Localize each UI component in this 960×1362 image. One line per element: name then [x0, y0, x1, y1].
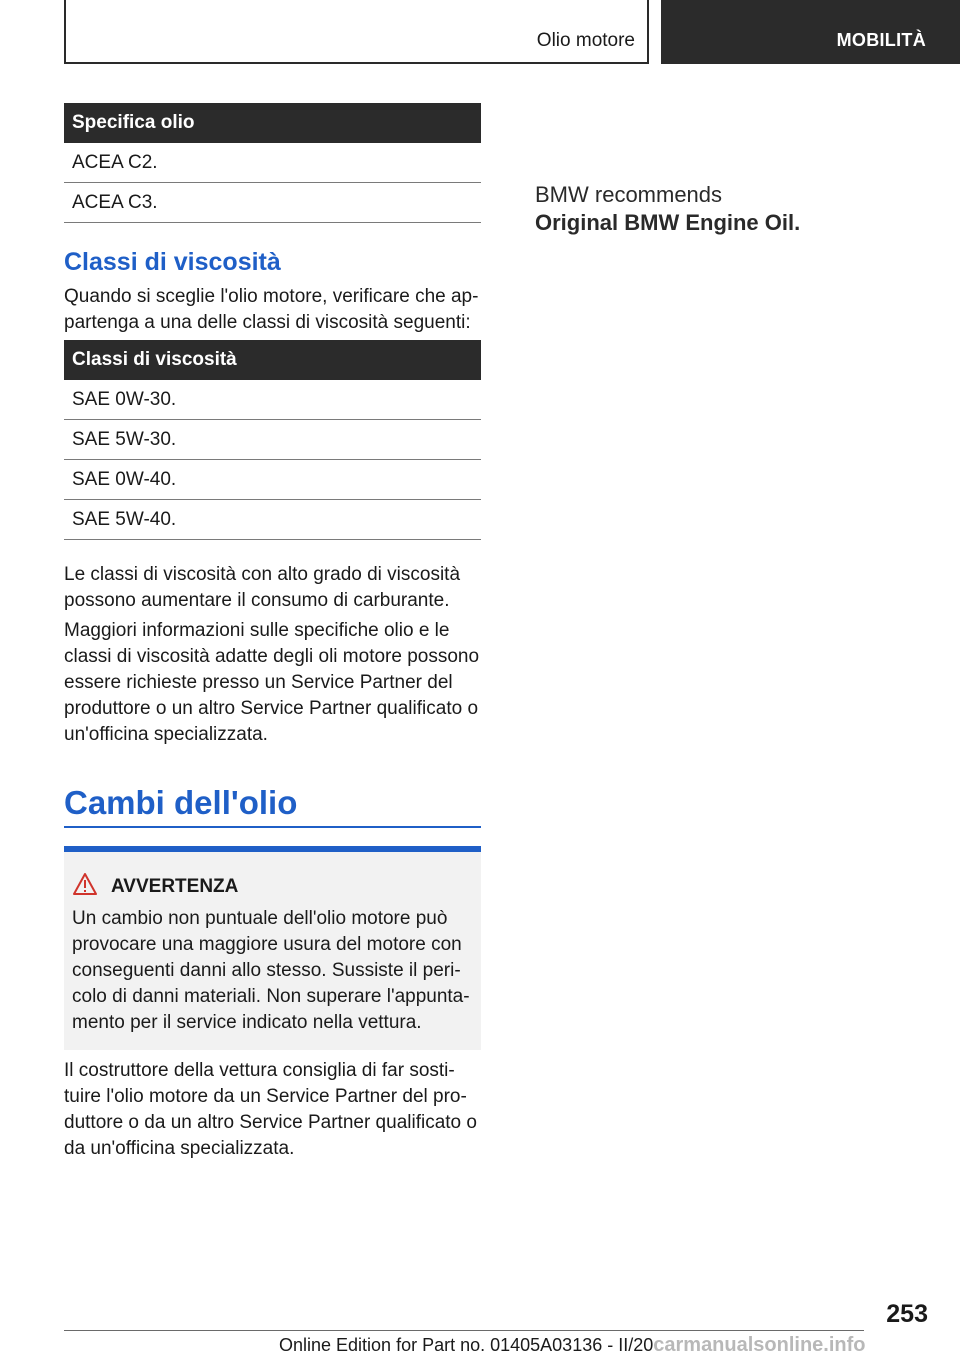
spec-table-heading: Specifica olio — [64, 103, 481, 143]
spec-table-row: ACEA C3. — [64, 183, 481, 223]
viscosity-table-row: SAE 0W-30. — [64, 380, 481, 420]
spec-table — [64, 103, 481, 223]
bmw-recommendation — [535, 182, 800, 236]
viscosity-table-row: SAE 5W-30. — [64, 420, 481, 460]
warning-line: Un cambio non puntuale dell'olio motore può — [72, 908, 448, 929]
warning-box — [64, 846, 481, 1050]
page-number: 253 — [886, 1300, 928, 1328]
viscosity-table-heading: Classi di viscosità — [64, 340, 481, 380]
oil-change-line: da un'officina specializzata. — [64, 1138, 295, 1159]
warning-top-bar — [64, 846, 481, 852]
warning-line: conseguenti danni allo stesso. Sussiste il peri‐ — [72, 960, 461, 981]
more-info-line: un'officina specializzata. — [64, 724, 268, 745]
viscosity-note — [64, 562, 481, 614]
header-chapter-title: Olio motore — [536, 30, 635, 51]
viscosity-table-row: SAE 0W-40. — [64, 460, 481, 500]
viscosity-table — [64, 340, 481, 540]
more-info-line: classi di viscosità adatte degli oli motore possono — [64, 646, 480, 667]
warning-body — [72, 906, 472, 1036]
viscosity-intro — [64, 284, 481, 336]
header-section-tab — [661, 0, 960, 64]
more-info-line: Maggiori informazioni sulle specifiche olio e le — [64, 620, 450, 641]
viscosity-title: Classi di viscosità — [64, 248, 281, 276]
footer-edition-text: Online Edition for Part no. 01405A03136 - II/20 — [279, 1335, 654, 1355]
oil-change-paragraph — [64, 1058, 481, 1162]
spec-table-row: ACEA C2. — [64, 143, 481, 183]
warning-line: mento per il service indicato nella vettura. — [72, 1012, 422, 1033]
warning-line: colo di danni materiali. Non superare l'appunta‐ — [72, 986, 470, 1007]
viscosity-note-line: Le classi di viscosità con alto grado di viscosità — [64, 564, 461, 585]
warning-title: AVVERTENZA — [111, 876, 239, 897]
footer-watermark: carmanualsonline.info — [653, 1334, 866, 1356]
bmw-engine-oil-line: Original BMW Engine Oil. — [535, 210, 801, 235]
oil-change-title: Cambi dell'olio — [64, 784, 298, 821]
oil-change-line: tuire l'olio motore da un Service Partner del pro‐ — [64, 1086, 467, 1107]
warning-triangle-icon — [72, 872, 98, 896]
header-section-label: MOBILITÀ — [836, 30, 926, 50]
oil-change-line: Il costruttore della vettura consiglia di far sosti‐ — [64, 1060, 455, 1081]
section-rule — [64, 826, 481, 828]
header-divider — [647, 0, 649, 64]
viscosity-intro-line: Quando si sceglie l'olio motore, verificare che ap‐ — [64, 286, 479, 307]
viscosity-note-line: possono aumentare il consumo di carburante. — [64, 590, 450, 611]
viscosity-intro-line: partenga a una delle classi di viscosità seguenti: — [64, 312, 471, 333]
oil-change-line: duttore o da un altro Service Partner qualificato o — [64, 1112, 477, 1133]
warning-line: provocare una maggiore usura del motore con — [72, 934, 462, 955]
header-left-border — [64, 0, 66, 64]
more-info-line: produttore o un altro Service Partner qualificato o — [64, 698, 479, 719]
bmw-recommends-line: BMW recommends — [535, 182, 723, 207]
header-bottom-border — [64, 62, 649, 64]
viscosity-table-row: SAE 5W-40. — [64, 500, 481, 540]
footer-edition — [279, 1334, 866, 1357]
more-info-line: essere richieste presso un Service Partner del — [64, 672, 453, 693]
footer-rule — [64, 1330, 864, 1331]
viscosity-more-info — [64, 618, 481, 748]
